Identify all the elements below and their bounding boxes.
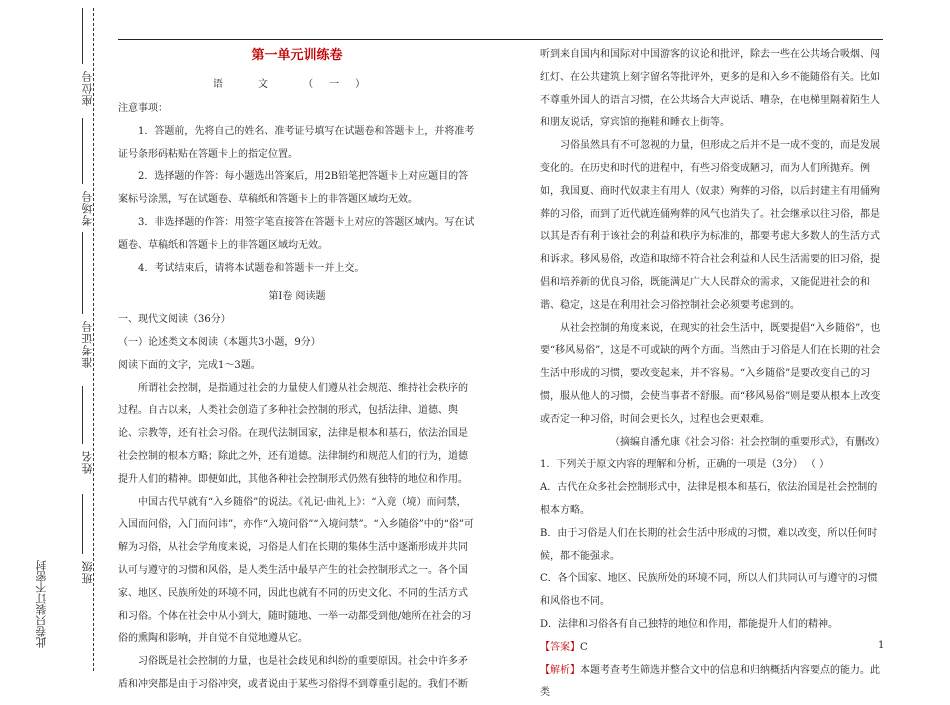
- question-option: C．各个国家、地区、民族所处的环境不同，所以人们共同认可与遵守的习惯和风俗也不同。: [540, 573, 878, 608]
- question-option: B．由于习俗是人们在长期的社会生活中形成的习惯，难以改变，所以任何时候，都不能强求。: [540, 527, 878, 562]
- question-stem: 1．下列关于原文内容的理解和分析，正确的一项是（3分） （ ）: [540, 459, 830, 471]
- analysis-label: 【解析】: [540, 664, 580, 676]
- answer-line: [540, 637, 885, 660]
- question-option: D．法律和习俗各有自己独特的地位和作用，都能提升人们的精神。: [540, 618, 839, 630]
- passage-paragraph: 听到来自国内和国际对中国游客的议论和批评，除去一些在公共场合吸烟、闯红灯、在公共建筑上刻字留名等批评外，更多的是和入乡不能随俗有关。比如不尊重外国人的语言习惯，在公共场合大声说话、嘈杂，在电梯里隔着陌生人和朋友说话，穿宾馆的拖鞋和睡衣上街等。: [540, 49, 880, 129]
- exam-room-label: 考场号: [81, 190, 94, 226]
- admission-number-line: [82, 232, 83, 314]
- passage-paragraph: 所谓社会控制，是指通过社会的力量使人们遵从社会规范、维持社会秩序的过程。自古以来，人类社会创造了多种社会控制的形式，包括法律、道德、舆论、宗教等，还有社会习俗。在现代法制国家，法律是根本和基石，依法治国是社会控制的根本方略；除此之外，还有道德。法律制约和规范人们的行为，道德提升人们的精神。即便如此，其他各种社会控制形式仍然有独特的地位和作用。: [118, 382, 468, 485]
- note-item: 3．非选择题的作答：用签字笔直接答在答题卡上对应的答题区域内。写在试题卷、草稿纸和答题卡上的非答题区域均无效。: [118, 216, 475, 251]
- analysis-text: 本题考查考生筛选并整合文中的信息和归纳概括内容要点的能力。此类: [540, 664, 880, 699]
- header-rule: [118, 39, 883, 40]
- seat-number-label: 座位号: [81, 70, 94, 106]
- question-option: A．古代在众多社会控制形式中，法律是根本和基石，依法治国是社会控制的根本方略。: [540, 482, 878, 516]
- name-label: 姓名: [81, 450, 94, 474]
- right-column: [540, 44, 885, 705]
- exam-room-line: [82, 118, 83, 184]
- answer-value: C: [580, 641, 588, 653]
- note-item: 2．选择题的作答：每小题选出答案后，用2B铅笔把答题卡上对应题目的答案标号涂黑，写在试题卷、草稿纸和答题卡上的非答题区域均无效。: [118, 171, 469, 206]
- part-title: 第Ⅰ卷 阅读题: [268, 291, 326, 303]
- passage-paragraph: 习俗既是社会控制的力量，也是社会歧见和纠纷的重要原因。社会中许多矛盾和冲突都是由于习俗冲突，或者说由于某些习俗得不到尊重引起的。我们不断: [118, 656, 468, 690]
- note-item: 4．考试结束后，请将本试题卷和答题卡一并上交。: [138, 262, 365, 274]
- passage-paragraph: 习俗虽然具有不可忽视的力量，但形成之后并不是一成不变的，而是发展变化的。在历史和时代的进程中，有些习俗变成陋习，而为人们所抛弃。例如，我国夏、商时代奴隶主有用人（奴隶）殉葬的习俗，以后封建主有用俑殉葬的习俗，而到了近代就连俑殉葬的风气也消失了。社会继承以往习俗，都是以其是否有利于该社会的利益和秩序为标准的，都要考虑大多数人的生活方式和诉求。移风易俗，改造和取缔不符合社会利益和人民生活需要的旧习俗，提倡和培养新的优良习俗，既能满足广大人民群众的需求，又能促进社会的和谐、稳定，这是在利用社会习俗控制社会必须要考虑到的。: [540, 140, 880, 311]
- reading-instruction: 阅读下面的文字，完成1～3题。: [118, 359, 261, 371]
- note-item: 1．答题前，先将自己的姓名、准考证号填写在试题卷和答题卡上，并将准考证号条形码粘贴在答题卡上的指定位置。: [118, 125, 475, 160]
- class-line: [82, 494, 83, 554]
- name-line: [82, 386, 83, 444]
- admission-number-label: 准考证号: [81, 320, 94, 368]
- seat-number-line: [82, 8, 83, 64]
- passage-paragraph: 中国古代早就有“入乡随俗”的说法。《礼记·曲礼上》：“入竟（境）而问禁，入国而问俗，入门而问讳”，亦作“入境问俗”“入境问禁”。“入乡随俗”中的“俗”可解为习俗，从社会学角度来说，习俗是人们在长期的集体生活中逐渐形成并共同认可与遵守的习惯和风俗，是人类生活中最早产生的社会控制形式之一。各个国家、地区、民族所处的环境不同，因此也就有不同的历史文化、不同的生活方式和习俗。个体在社会中从小到大，随时随地、一举一动都受到他/她所在社会的习俗的熏陶和影响，并自觉不自觉地遵从它。: [118, 496, 475, 645]
- binding-margin: [0, 0, 105, 671]
- passage-source: （摘编自潘允康《社会习俗：社会控制的重要形式》，有删改）: [610, 436, 885, 448]
- left-column: [118, 44, 476, 697]
- class-label: 班级: [81, 560, 94, 584]
- section-heading: 一、现代文阅读（36分）: [118, 314, 231, 326]
- notes-heading: 注意事项：: [118, 103, 168, 114]
- seal-note: 此卷只装订不密封: [35, 560, 48, 648]
- paper-subtitle: 语 文 （一）: [212, 79, 382, 90]
- page-number: 1: [878, 640, 885, 651]
- subsection-heading: （一）论述类文本阅读（本题共3小题，9分）: [118, 336, 321, 348]
- analysis-line: [540, 660, 885, 705]
- answer-label: 【答案】: [540, 641, 580, 653]
- passage-paragraph: 从社会控制的角度来说，在现实的社会生活中，既要提倡“入乡随俗”，也要“移风易俗”，这是不可或缺的两个方面。当然由于习俗是人们在长期的社会生活中形成的习惯，要改变起来，并不容易。“入乡随俗”是要改变自己的习惯，服从他人的习惯，会使当事者不舒服。而“移风易俗”则是要从根本上改变或否定一种习俗，时间会更长久，过程也会更艰难。: [540, 322, 881, 425]
- paper-title: 第一单元训练卷: [251, 48, 343, 63]
